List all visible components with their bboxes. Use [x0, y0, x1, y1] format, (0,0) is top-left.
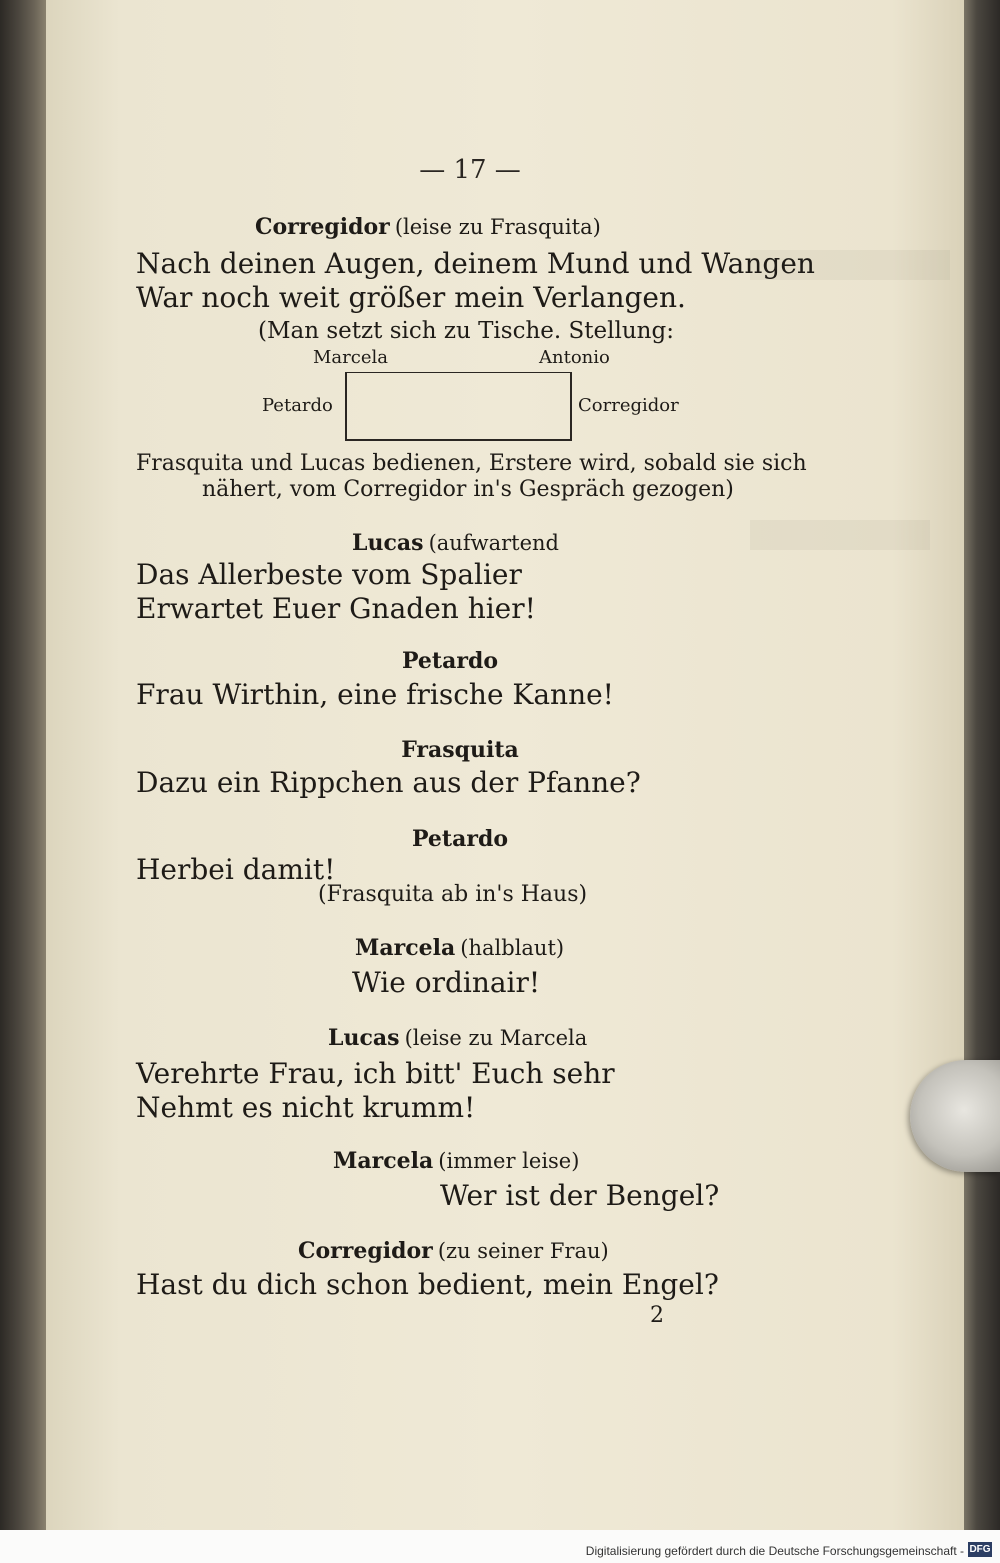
book-binding-left: [0, 0, 46, 1530]
verse-line: Nach deinen Augen, deinem Mund und Wangen: [136, 247, 815, 280]
stage-heading-lucas: [352, 530, 559, 556]
seating-antonio: Antonio: [539, 347, 610, 368]
seating-corregidor: Corregidor: [578, 395, 679, 416]
speaker-name: Lucas: [328, 1025, 400, 1051]
verse-line: War noch weit größer mein Verlangen.: [136, 281, 686, 314]
stage-heading-lucas-2: [328, 1025, 587, 1051]
verse-line: Herbei damit!: [136, 853, 336, 886]
stage-direction: (leise zu Frasquita): [394, 215, 601, 239]
stage-heading-corregidor-2: [298, 1238, 609, 1264]
verse-line: Wie ordinair!: [352, 966, 541, 999]
stage-direction: (halblaut): [460, 936, 565, 960]
bleed-through-2: [750, 520, 930, 550]
verse-line: Erwartet Euer Gnaden hier!: [136, 592, 536, 625]
stage-direction: Frasquita und Lucas bedienen, Erstere wird, sobald sie sich: [136, 451, 807, 476]
stage-heading-marcela-2: [333, 1148, 579, 1174]
stage-direction: (immer leise): [438, 1149, 580, 1173]
stage-direction: (Frasquita ab in's Haus): [318, 882, 588, 907]
stage-heading-corregidor: [255, 214, 601, 240]
speaker-name: Frasquita: [401, 737, 519, 763]
stage-direction: (leise zu Marcela: [404, 1026, 588, 1050]
verse-line: Das Allerbeste vom Spalier: [136, 558, 522, 591]
speaker-name: Petardo: [411, 826, 508, 852]
stage-direction: (aufwartend: [428, 531, 559, 555]
signature-mark: 2: [650, 1303, 664, 1328]
dfg-logo: DFG: [969, 1544, 991, 1555]
speaker-name: Marcela: [333, 1148, 434, 1174]
speaker-name: Marcela: [355, 935, 456, 961]
seating-petardo: Petardo: [262, 395, 333, 416]
page-number: — 17 —: [419, 155, 521, 185]
stage-direction: (Man setzt sich zu Tische. Stellung:: [258, 318, 674, 344]
verse-line: Verehrte Frau, ich bitt' Euch sehr: [136, 1057, 615, 1090]
speaker-name: Lucas: [352, 530, 424, 556]
book-edge-right: [964, 0, 1000, 1530]
speaker-name: Petardo: [401, 648, 498, 674]
speaker-name: Corregidor: [255, 214, 390, 240]
verse-line: Hast du dich schon bedient, mein Engel?: [136, 1268, 719, 1301]
stage-heading-marcela: [355, 935, 564, 961]
stage-direction: nähert, vom Corregidor in's Gespräch gezogen): [202, 477, 734, 502]
footer-credit: Digitalisierung gefördert durch die Deutsche Forschungsgemeinschaft -: [585, 1544, 964, 1558]
verse-line: Frau Wirthin, eine frische Kanne!: [136, 678, 614, 711]
stage-direction: (zu seiner Frau): [437, 1239, 609, 1263]
seating-marcela: Marcela: [313, 347, 388, 368]
verse-line: Dazu ein Rippchen aus der Pfanne?: [136, 766, 641, 799]
verse-line: Wer ist der Bengel?: [440, 1179, 720, 1212]
speaker-name: Corregidor: [298, 1238, 433, 1264]
table-diagram: [345, 372, 572, 441]
verse-line: Nehmt es nicht krumm!: [136, 1091, 476, 1124]
